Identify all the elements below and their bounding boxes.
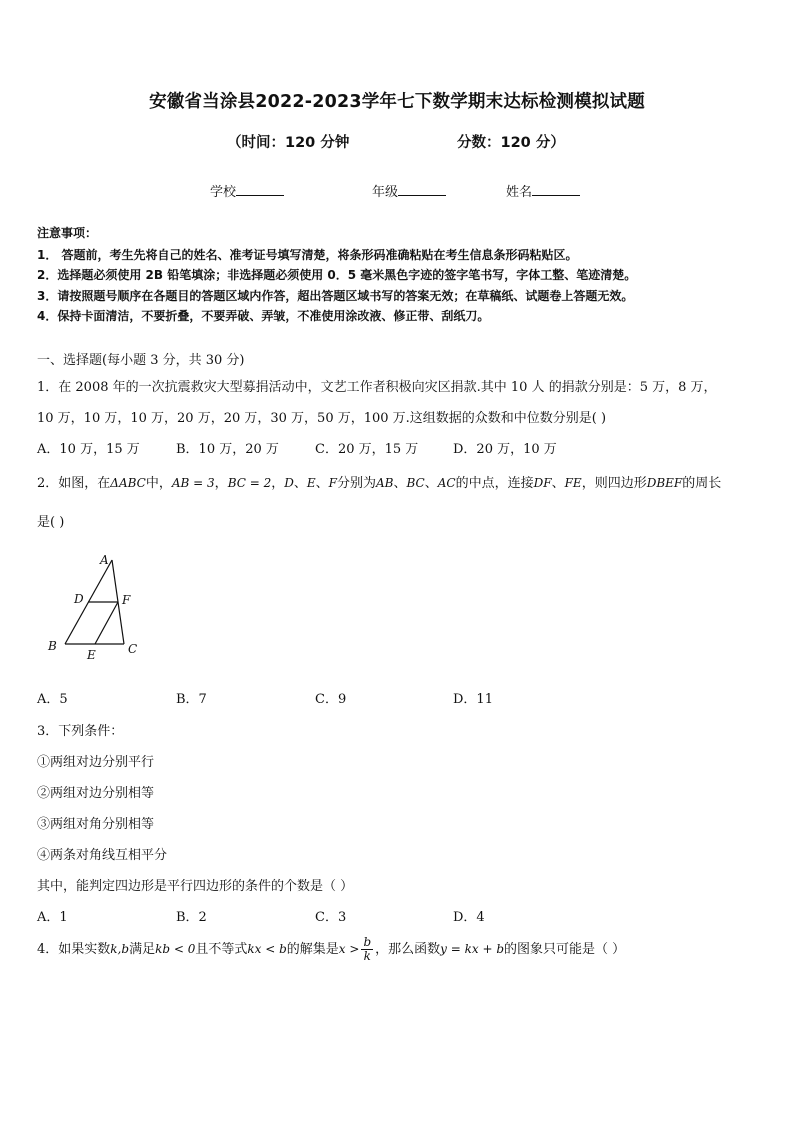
q2-math: FE [564, 476, 582, 490]
grade-field [372, 181, 446, 200]
q2-option-d: D．11 [453, 692, 493, 707]
school-label: 学校 [210, 185, 237, 200]
fraction-numerator: b [363, 935, 372, 949]
q2-text: 的周长 [682, 476, 722, 491]
q2-option-a: A．5 [37, 692, 68, 707]
q2-math: ΔABC [110, 476, 146, 490]
notes-heading: 注意事项： [37, 226, 98, 240]
q2-text: 、 [293, 476, 307, 491]
q3-condition: ②两组对边分别相等 [37, 786, 155, 801]
q4-text: 的图象只可能是（ ） [504, 942, 626, 957]
q2-text: ， [271, 476, 285, 491]
label-b: B [48, 639, 57, 653]
q4-text: 满足 [129, 942, 156, 957]
q4-stem [37, 934, 625, 965]
q1-option-c: C．20 万，15 万 [315, 442, 419, 457]
grade-blank [398, 183, 446, 196]
q3-condition: ③两组对角分别相等 [37, 817, 155, 832]
q1-option-d: D．20 万，10 万 [453, 442, 557, 457]
q1-option-b: B．10 万，20 万 [176, 442, 279, 457]
label-e: E [87, 648, 96, 662]
q2-text: 、 [551, 476, 565, 491]
q2-text: 、 [393, 476, 407, 491]
q2-math: D [284, 476, 294, 490]
q3-question: 其中，能判定四边形是平行四边形的条件的个数是（ ） [37, 879, 354, 894]
school-blank [236, 183, 284, 196]
triangle-figure [40, 550, 150, 662]
q2-math: E [306, 476, 316, 490]
q4-fraction [361, 936, 373, 963]
q2-math: F [328, 476, 337, 490]
q2-math: DBEF [646, 476, 683, 490]
q4-math: y = kx + b [440, 942, 505, 956]
page-title: 安徽省当涂县2022-2023学年七下数学期末达标检测模拟试题 [149, 92, 645, 112]
q4-math: x > [338, 942, 360, 956]
q1-line2: 10 万，10 万，10 万，20 万，20 万，30 万，50 万，100 万.这组数据的众数和中位数分别是( ) [37, 411, 607, 426]
q2-text: 2．如图，在 [37, 476, 111, 491]
q2-option-b: B．7 [176, 692, 207, 707]
q2-text: ， [214, 476, 228, 491]
section-heading: 一、选择题(每小题 3 分，共 30 分) [37, 353, 245, 368]
q1-option-a: A．10 万，15 万 [37, 442, 140, 457]
q4-math: kb < 0 [155, 942, 196, 956]
q2-text: ，则四边形 [581, 476, 647, 491]
time-label: （时间：120 分钟 [227, 135, 350, 151]
q2-text: 、 [315, 476, 329, 491]
q4-text: 且不等式 [195, 942, 248, 957]
q2-math: BC = 2 [227, 476, 272, 490]
q2-text: 、 [424, 476, 438, 491]
q2-math: AB = 3 [171, 476, 215, 490]
q3-option-c: C．3 [315, 910, 347, 925]
name-field [506, 181, 580, 200]
q2-option-c: C．9 [315, 692, 347, 707]
q3-option-b: B．2 [176, 910, 207, 925]
note-item: 2．选择题必须使用 2B 铅笔填涂；非选择题必须使用 0．5 毫米黑色字迹的签字笔书写，字体工整、笔迹清楚。 [37, 268, 637, 282]
q2-math: AB [376, 476, 394, 490]
q2-math: DF [533, 476, 552, 490]
segment-fe [95, 602, 118, 644]
q2-math: AC [437, 476, 456, 490]
q4-text: ，那么函数 [375, 942, 441, 957]
note-item: 3．请按照题号顺序在各题目的答题区域内作答，超出答题区域书写的答案无效；在草稿纸、试题卷上答题无效。 [37, 289, 634, 303]
label-d: D [74, 592, 84, 606]
q3-stem: 3．下列条件： [37, 724, 124, 739]
note-item: 1． 答题前，考生先将自己的姓名、准考证号填写清楚，将条形码准确粘贴在考生信息条形码粘贴区。 [37, 248, 578, 262]
q2-stem-line2: 是( ) [37, 515, 65, 530]
q2-text: 的中点，连接 [455, 476, 534, 491]
q2-math: BC [406, 476, 425, 490]
school-field [210, 181, 284, 200]
fraction-denominator: k [363, 949, 371, 963]
q4-text: 的解集是 [286, 942, 339, 957]
q4-text: 4．如果实数 [37, 942, 111, 957]
name-blank [532, 183, 580, 196]
score-label: 分数：120 分） [457, 135, 565, 151]
q1-line1: 1．在 2008 年的一次抗震救灾大型募捐活动中，文艺工作者积极向灾区捐款.其中 10 人 的捐款分别是：5 万，8 万， [37, 380, 717, 395]
q4-math: k,b [110, 942, 130, 956]
q2-text: 分别为 [337, 476, 377, 491]
grade-label: 年级 [372, 185, 399, 200]
q2-text: 中， [145, 476, 172, 491]
q3-option-d: D．4 [453, 910, 485, 925]
label-a: A [100, 553, 109, 567]
q2-stem-line1 [37, 472, 721, 491]
name-label: 姓名 [506, 185, 533, 200]
q3-condition: ④两条对角线互相平分 [37, 848, 168, 863]
label-c: C [128, 642, 138, 656]
label-f: F [122, 593, 131, 607]
note-item: 4．保持卡面清洁，不要折叠，不要弄破、弄皱，不准使用涂改液、修正带、刮纸刀。 [37, 309, 490, 323]
q3-condition: ①两组对边分别平行 [37, 755, 155, 770]
q3-option-a: A．1 [37, 910, 68, 925]
q4-math: kx < b [247, 942, 287, 956]
